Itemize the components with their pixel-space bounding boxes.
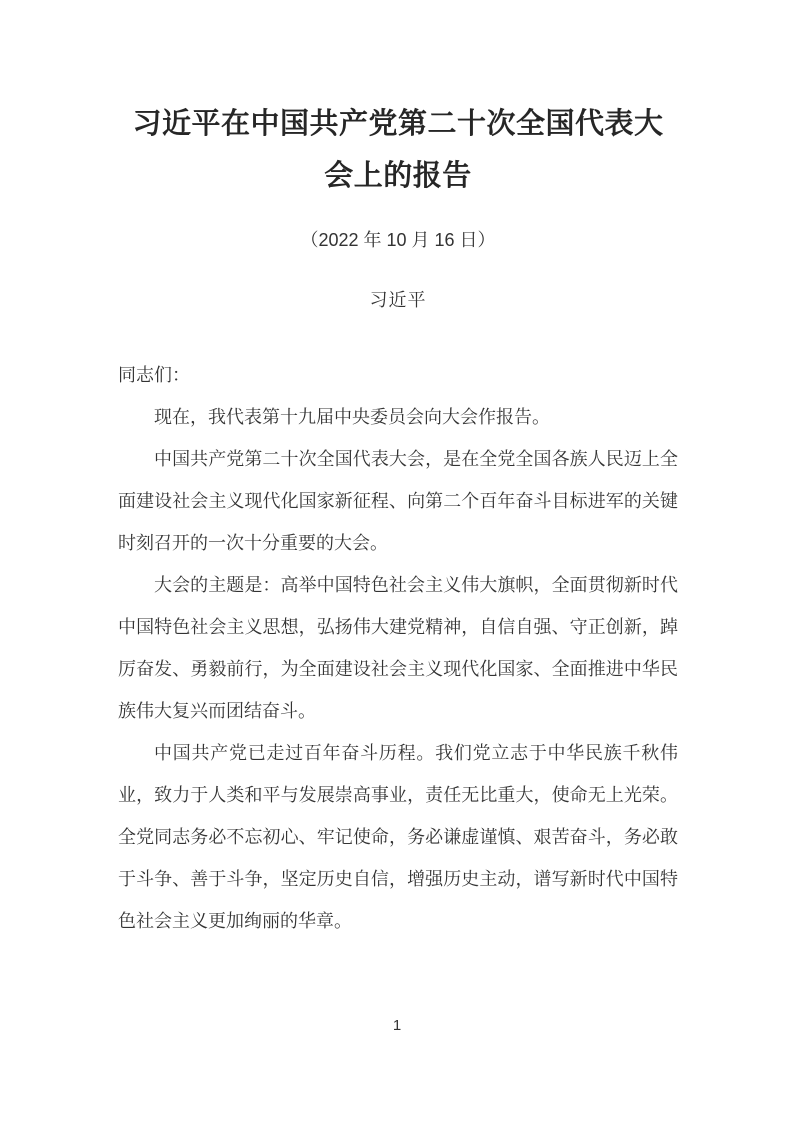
document-title-line-2: 会上的报告 bbox=[324, 160, 472, 192]
document-date: （2022 年 10 月 16 日） bbox=[300, 230, 496, 250]
page-content-column bbox=[0, 98, 794, 942]
page-number: 1 bbox=[392, 1017, 402, 1034]
paragraph-3: 大会的主题是：高举中国特色社会主义伟大旗帜，全面贯彻新时代中国特色社会主义思想，弘扬伟大建党精神，自信自强、守正创新，踔厉奋发、勇毅前行，为全面建设社会主义现代化国家、全面推进中华民族伟大复兴而团结奋斗。 bbox=[118, 575, 678, 721]
document-title-line-1: 习近平在中国共产党第二十次全国代表大 bbox=[132, 108, 664, 140]
document-body bbox=[118, 354, 678, 942]
document-title bbox=[118, 98, 678, 202]
document-author: 习近平 bbox=[369, 290, 427, 310]
paragraph-2: 中国共产党第二十次全国代表大会，是在全党全国各族人民迈上全面建设社会主义现代化国家新征程、向第二个百年奋斗目标进军的关键时刻召开的一次十分重要的大会。 bbox=[118, 449, 678, 553]
salutation: 同志们： bbox=[118, 365, 190, 385]
paragraph-4: 中国共产党已走过百年奋斗历程。我们党立志于中华民族千秋伟业，致力于人类和平与发展崇高事业，责任无比重大，使命无上光荣。全党同志务必不忘初心、牢记使命，务必谦虚谨慎、艰苦奋斗，务必敢于斗争、善于斗争，坚定历史自信，增强历史主动，谱写新时代中国特色社会主义更加绚丽的华章。 bbox=[118, 743, 678, 931]
paragraph-1: 现在，我代表第十九届中央委员会向大会作报告。 bbox=[154, 407, 550, 427]
